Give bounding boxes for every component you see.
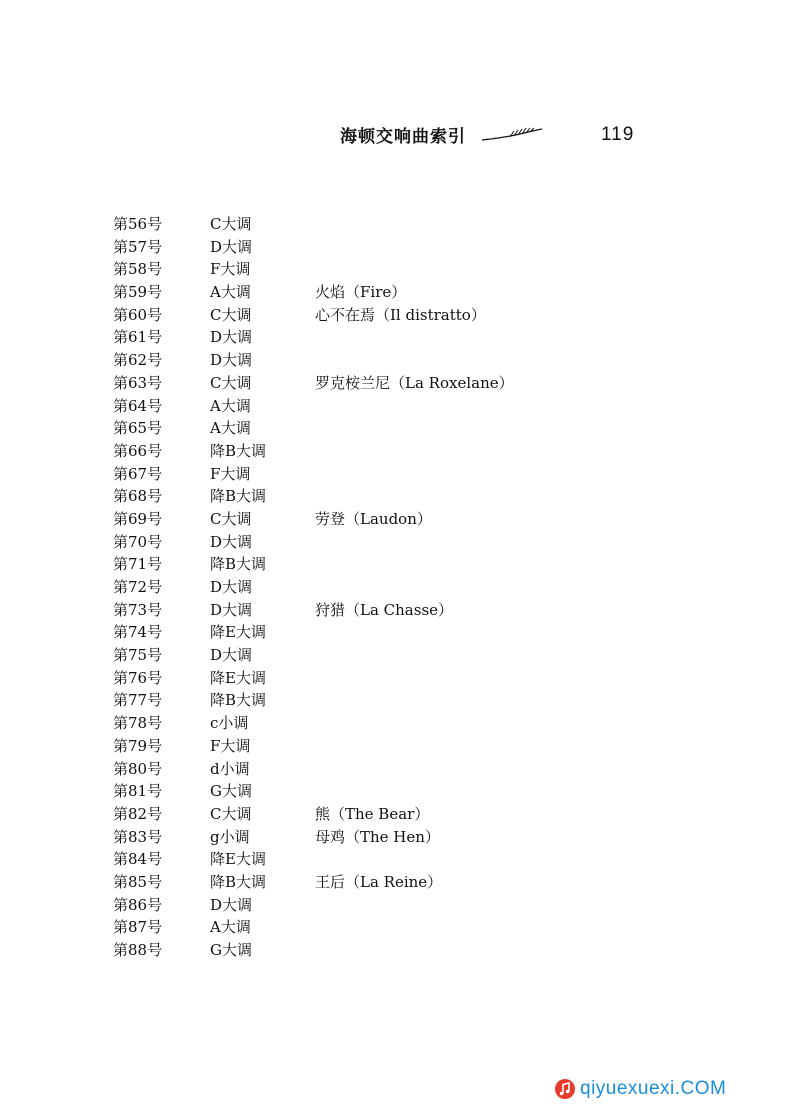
symphony-number: 第68号 xyxy=(113,487,163,506)
symphony-key: 降E大调 xyxy=(210,668,266,687)
symphony-number: 第76号 xyxy=(113,668,163,687)
symphony-number: 第80号 xyxy=(113,759,163,778)
list-item xyxy=(0,485,794,508)
list-item xyxy=(0,258,794,281)
list-item xyxy=(0,395,794,418)
symphony-nickname: 熊（The Bear） xyxy=(315,804,430,823)
list-item xyxy=(0,780,794,803)
symphony-number: 第73号 xyxy=(113,600,163,619)
symphony-number: 第60号 xyxy=(113,305,163,324)
symphony-key: 降B大调 xyxy=(210,872,267,891)
symphony-key: F大调 xyxy=(210,736,251,755)
list-item xyxy=(0,667,794,690)
symphony-key: A大调 xyxy=(210,396,251,415)
symphony-key: C大调 xyxy=(210,804,252,823)
symphony-key: F大调 xyxy=(210,260,251,279)
list-item xyxy=(0,531,794,554)
list-item xyxy=(0,213,794,236)
symphony-number: 第75号 xyxy=(113,646,163,665)
symphony-key: 降E大调 xyxy=(210,623,266,642)
list-item xyxy=(0,621,794,644)
header-title: 海顿交响曲索引 xyxy=(340,127,466,147)
list-item xyxy=(0,372,794,395)
list-item xyxy=(0,463,794,486)
list-item xyxy=(0,689,794,712)
symphony-number: 第58号 xyxy=(113,260,163,279)
symphony-number: 第57号 xyxy=(113,237,163,256)
symphony-nickname: 火焰（Fire） xyxy=(315,283,407,302)
symphony-index-list xyxy=(0,213,794,962)
symphony-key: 降E大调 xyxy=(210,850,266,869)
symphony-key: D大调 xyxy=(210,895,253,914)
symphony-number: 第83号 xyxy=(113,827,163,846)
symphony-number: 第66号 xyxy=(113,441,163,460)
symphony-key: D大调 xyxy=(210,646,253,665)
symphony-key: A大调 xyxy=(210,918,251,937)
list-item xyxy=(0,735,794,758)
list-item xyxy=(0,894,794,917)
symphony-number: 第88号 xyxy=(113,941,163,959)
list-item xyxy=(0,576,794,599)
symphony-number: 第86号 xyxy=(113,895,163,914)
list-item xyxy=(0,848,794,871)
page-number: 119 xyxy=(601,124,635,145)
symphony-key: C大调 xyxy=(210,373,252,392)
list-item xyxy=(0,758,794,781)
list-item xyxy=(0,417,794,440)
symphony-number: 第61号 xyxy=(113,328,163,347)
list-item xyxy=(0,236,794,259)
running-header xyxy=(340,122,544,147)
symphony-key: C大调 xyxy=(210,215,252,233)
symphony-number: 第62号 xyxy=(113,351,163,370)
symphony-nickname: 罗克桉兰尼（La Roxelane） xyxy=(315,373,514,392)
symphony-number: 第74号 xyxy=(113,623,163,642)
symphony-number: 第77号 xyxy=(113,691,163,710)
list-item xyxy=(0,349,794,372)
symphony-number: 第65号 xyxy=(113,419,163,438)
symphony-number: 第79号 xyxy=(113,736,163,755)
symphony-key: 降B大调 xyxy=(210,441,267,460)
music-note-logo-icon xyxy=(554,1078,576,1100)
list-item xyxy=(0,916,794,939)
symphony-key: D大调 xyxy=(210,328,253,347)
symphony-key: F大调 xyxy=(210,464,251,483)
symphony-key: A大调 xyxy=(210,419,251,438)
list-item xyxy=(0,440,794,463)
symphony-key: A大调 xyxy=(210,283,251,302)
list-item xyxy=(0,553,794,576)
symphony-nickname: 母鸡（The Hen） xyxy=(315,827,440,846)
symphony-key: c小调 xyxy=(210,714,249,733)
symphony-key: D大调 xyxy=(210,237,253,256)
symphony-nickname: 狩猎（La Chasse） xyxy=(315,600,454,619)
list-item xyxy=(0,281,794,304)
symphony-key: d小调 xyxy=(210,759,250,778)
symphony-number: 第67号 xyxy=(113,464,163,483)
symphony-key: g小调 xyxy=(210,827,250,846)
symphony-number: 第56号 xyxy=(113,215,163,233)
symphony-key: D大调 xyxy=(210,532,253,551)
symphony-key: D大调 xyxy=(210,351,253,370)
list-item xyxy=(0,939,794,962)
list-item xyxy=(0,871,794,894)
symphony-nickname: 劳登（Laudon） xyxy=(315,509,432,528)
symphony-key: D大调 xyxy=(210,578,253,596)
symphony-number: 第87号 xyxy=(113,918,163,937)
list-item xyxy=(0,326,794,349)
list-item xyxy=(0,304,794,327)
symphony-nickname: 心不在焉（Il distratto） xyxy=(315,305,486,324)
symphony-key: 降B大调 xyxy=(210,555,267,574)
symphony-number: 第71号 xyxy=(113,555,163,574)
symphony-key: G大调 xyxy=(210,941,252,959)
watermark-text: qiyuexuexi.COM xyxy=(580,1078,727,1099)
symphony-number: 第81号 xyxy=(113,782,163,801)
symphony-key: 降B大调 xyxy=(210,487,267,506)
symphony-key: C大调 xyxy=(210,305,252,324)
symphony-number: 第82号 xyxy=(113,804,163,823)
symphony-number: 第72号 xyxy=(113,578,163,596)
site-watermark xyxy=(554,1078,726,1100)
quill-ornament-icon xyxy=(480,127,544,143)
symphony-number: 第63号 xyxy=(113,373,163,392)
symphony-key: 降B大调 xyxy=(210,691,267,710)
symphony-key: C大调 xyxy=(210,509,252,528)
symphony-key: G大调 xyxy=(210,782,252,801)
list-item xyxy=(0,508,794,531)
symphony-number: 第64号 xyxy=(113,396,163,415)
list-item xyxy=(0,712,794,735)
symphony-nickname: 王后（La Reine） xyxy=(315,872,443,891)
symphony-number: 第85号 xyxy=(113,872,163,891)
symphony-number: 第59号 xyxy=(113,283,163,302)
list-item xyxy=(0,644,794,667)
list-item xyxy=(0,803,794,826)
list-item xyxy=(0,599,794,622)
list-item xyxy=(0,826,794,849)
symphony-key: D大调 xyxy=(210,600,253,619)
symphony-number: 第70号 xyxy=(113,532,163,551)
symphony-number: 第84号 xyxy=(113,850,163,869)
symphony-number: 第69号 xyxy=(113,509,163,528)
symphony-number: 第78号 xyxy=(113,714,163,733)
